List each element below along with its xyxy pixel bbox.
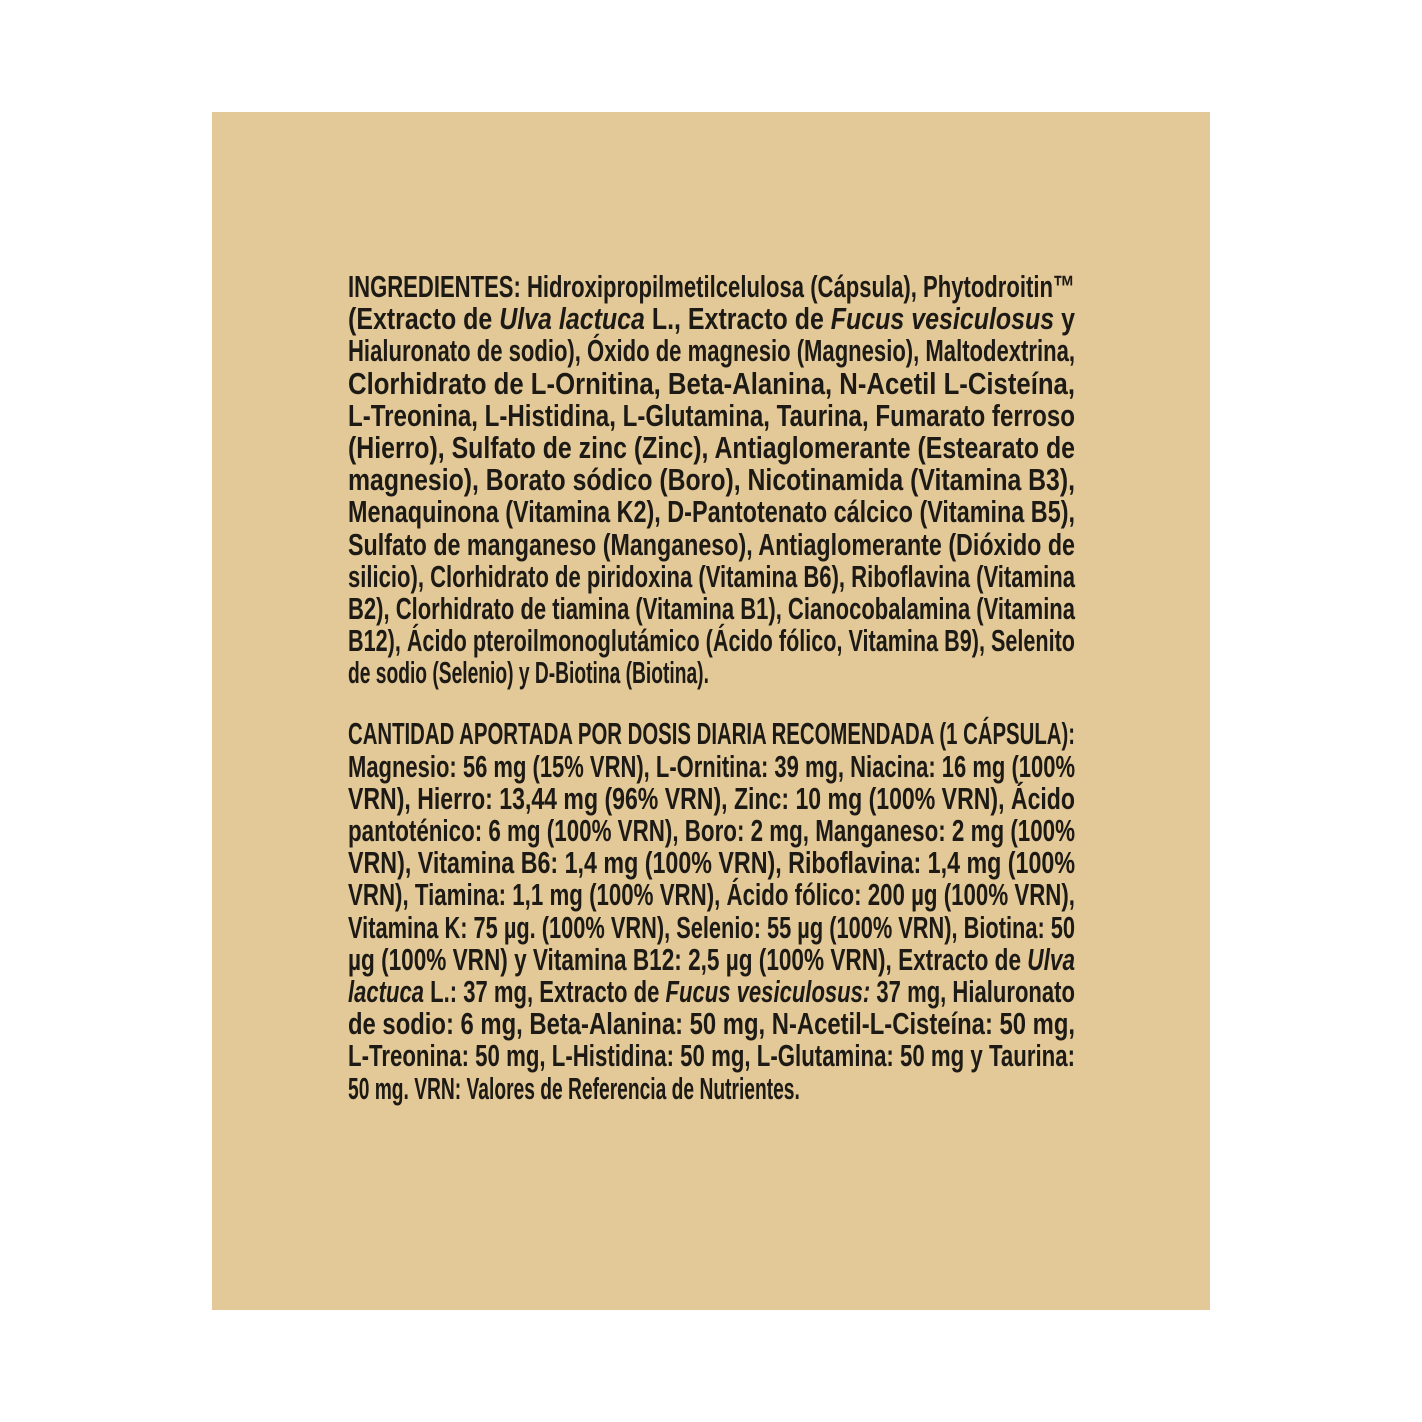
text-segment: 37 mg, Hialuronato bbox=[870, 973, 1075, 1009]
text-line bbox=[348, 269, 1075, 304]
ingredients-paragraph bbox=[348, 271, 1075, 689]
species-name-italic: Fucus vesiculosus: bbox=[665, 973, 871, 1009]
text-segment: VRN), Vitamina B6: 1,4 mg (100% VRN), Riboflavina: 1,4 mg (100% bbox=[348, 845, 1075, 881]
text-line bbox=[348, 716, 1075, 752]
text-line bbox=[348, 877, 1075, 913]
species-name-italic: Ulva bbox=[1027, 941, 1075, 977]
text-segment: magnesio), Borato sódico (Boro), Nicotinamida (Vitamina B3), bbox=[348, 462, 1075, 498]
label-text-column bbox=[348, 271, 1075, 1105]
text-segment: silicio), Clorhidrato de piridoxina (Vitamina B6), Riboflavina (Vitamina bbox=[348, 558, 1075, 594]
text-line bbox=[348, 590, 1075, 626]
text-line bbox=[348, 941, 1075, 977]
text-segment: (Hierro), Sulfato de zinc (Zinc), Antiaglomerante (Estearato de bbox=[348, 429, 1075, 465]
text-segment: y bbox=[1054, 301, 1075, 337]
text-line bbox=[348, 558, 1075, 594]
text-line bbox=[348, 845, 1075, 881]
text-line bbox=[348, 1006, 1075, 1042]
text-line bbox=[348, 397, 1075, 433]
text-segment: Hialuronato de sodio), Óxido de magnesio (Magnesio), Maltodextrina, bbox=[348, 333, 1075, 369]
species-name-italic: Fucus vesiculosus bbox=[830, 301, 1055, 337]
text-line bbox=[348, 365, 1075, 401]
text-line bbox=[348, 462, 1075, 498]
label-panel bbox=[212, 112, 1210, 1310]
text-segment: µg (100% VRN) y Vitamina B12: 2,5 µg (100% VRN), Extracto de bbox=[348, 941, 1028, 977]
text-line bbox=[348, 1070, 800, 1106]
text-segment: L.: 37 mg, Extracto de bbox=[424, 973, 666, 1009]
text-line bbox=[348, 657, 799, 689]
species-name-italic: lactuca bbox=[348, 973, 425, 1009]
text-segment: CANTIDAD APORTADA POR DOSIS DIARIA RECOMENDADA (1 CÁPSULA): bbox=[348, 716, 1075, 752]
text-segment: VRN), Tiamina: 1,1 mg (100% VRN), Ácido fólico: 200 µg (100% VRN), bbox=[348, 877, 1075, 913]
text-line bbox=[348, 973, 1075, 1009]
text-segment: Sulfato de manganeso (Manganeso), Antiaglomerante (Dióxido de bbox=[348, 526, 1075, 562]
text-segment: L-Treonina, L-Histidina, L-Glutamina, Taurina, Fumarato ferroso bbox=[348, 397, 1075, 433]
text-segment: Clorhidrato de L-Ornitina, Beta-Alanina, N-Acetil L-Cisteína, bbox=[348, 365, 1075, 401]
text-segment: VRN), Hierro: 13,44 mg (96% VRN), Zinc: 10 mg (100% VRN), Ácido bbox=[348, 780, 1075, 816]
text-line bbox=[348, 1038, 1075, 1074]
text-line bbox=[348, 526, 1075, 562]
text-segment: pantoténico: 6 mg (100% VRN), Boro: 2 mg, Manganeso: 2 mg (100% bbox=[348, 813, 1075, 848]
text-segment: de sodio (Selenio) y D-Biotina (Biotina). bbox=[348, 655, 709, 691]
text-line bbox=[348, 301, 1075, 337]
text-segment: Magnesio: 56 mg (15% VRN), L-Ornitina: 39 mg, Niacina: 16 mg (100% bbox=[348, 748, 1075, 784]
text-segment: Vitamina K: 75 µg. (100% VRN), Selenio: 55 µg (100% VRN), Biotina: 50 bbox=[348, 909, 1075, 945]
text-line bbox=[348, 909, 1075, 945]
text-line bbox=[348, 429, 1075, 465]
species-name-italic: Ulva lactuca bbox=[499, 301, 645, 337]
text-segment: Menaquinona (Vitamina K2), D-Pantotenato cálcico (Vitamina B5), bbox=[348, 494, 1075, 530]
text-line bbox=[348, 813, 1075, 848]
text-line bbox=[348, 780, 1075, 816]
text-line bbox=[348, 494, 1075, 530]
text-segment: de sodio: 6 mg, Beta-Alanina: 50 mg, N-Acetil-L-Cisteína: 50 mg, bbox=[348, 1006, 1075, 1042]
text-segment: B2), Clorhidrato de tiamina (Vitamina B1), Cianocobalamina (Vitamina bbox=[348, 590, 1075, 626]
text-segment: L., Extracto de bbox=[644, 301, 831, 337]
text-segment: INGREDIENTES: Hidroxipropilmetilcelulosa (Cápsula), Phytodroitin™ bbox=[348, 269, 1075, 304]
text-segment: 50 mg. VRN: Valores de Referencia de Nutrientes. bbox=[348, 1070, 800, 1106]
dosage-paragraph bbox=[348, 718, 1075, 1104]
text-segment: (Extracto de bbox=[348, 301, 500, 337]
text-line bbox=[348, 333, 1075, 369]
text-line bbox=[348, 748, 1075, 784]
text-segment: L-Treonina: 50 mg, L-Histidina: 50 mg, L-Glutamina: 50 mg y Taurina: bbox=[348, 1038, 1075, 1074]
text-line bbox=[348, 623, 1075, 659]
text-segment: B12), Ácido pteroilmonoglutámico (Ácido fólico, Vitamina B9), Selenito bbox=[348, 623, 1075, 659]
